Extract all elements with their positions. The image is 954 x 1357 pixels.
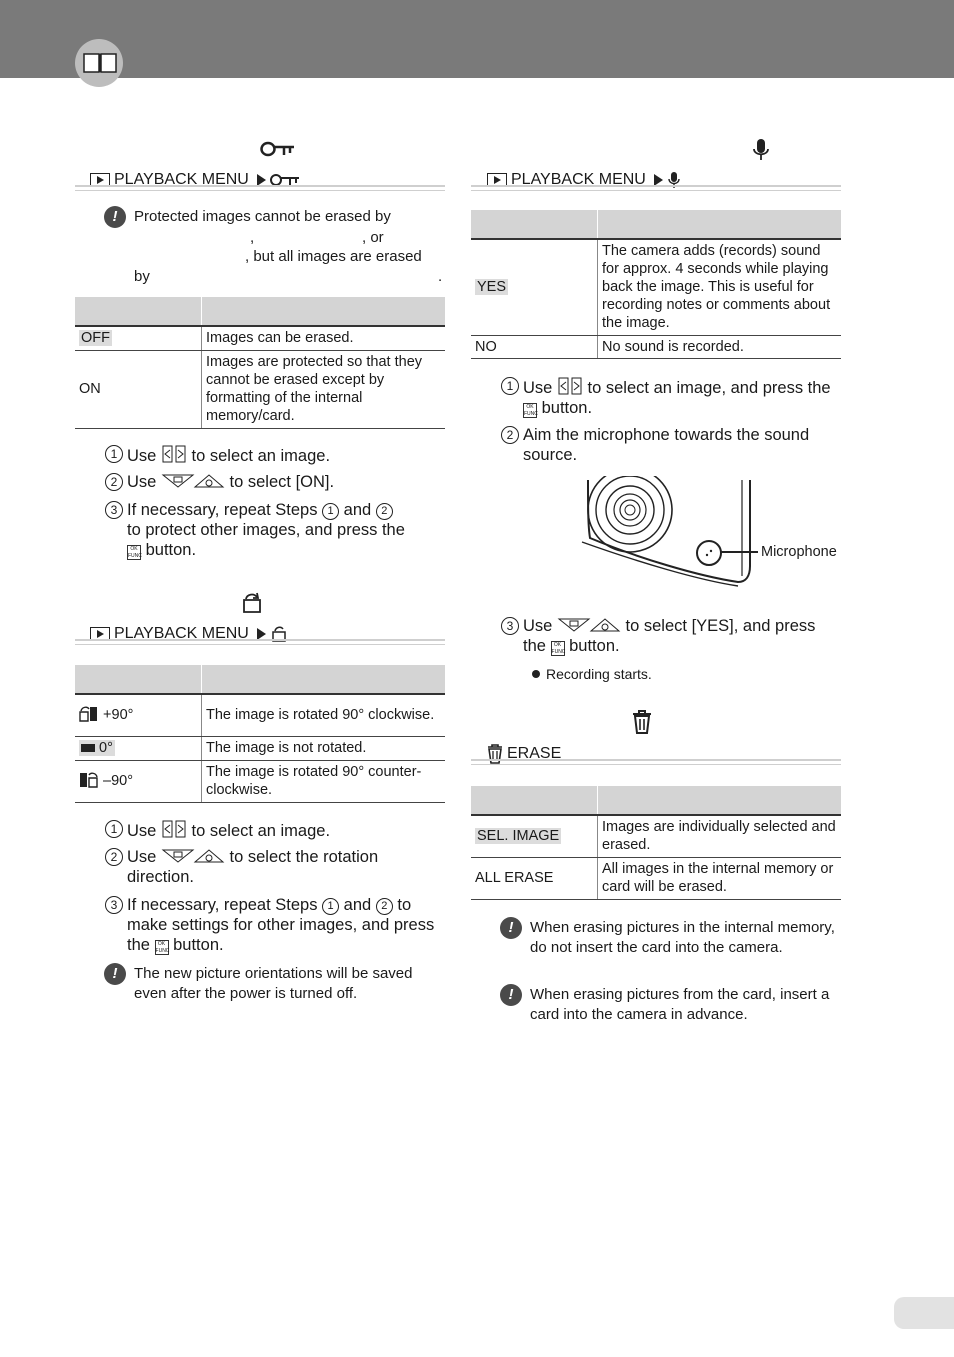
rotate-menu-header	[90, 624, 288, 644]
warning-icon: !	[104, 963, 126, 985]
ok-func-button-icon: OK FUNC	[551, 642, 566, 655]
left-right-keys-icon	[161, 444, 187, 464]
sound-step-3: Use to select [YES], and press the OK FUNC button.	[523, 617, 816, 655]
bullet-recording: Recording starts.	[546, 666, 652, 682]
setting-off: OFF	[81, 330, 110, 347]
trash-icon	[632, 710, 652, 734]
setting-desc: The image is not rotated.	[202, 736, 446, 760]
menu-rule	[471, 764, 841, 765]
protect-step-3: If necessary, repeat Steps 1 and 2 to protect other images, and press the OK FUNC button.	[127, 501, 405, 559]
page-tab	[894, 1297, 954, 1329]
setting-all-erase: ALL ERASE	[471, 857, 598, 899]
setting-desc: No sound is recorded.	[598, 335, 842, 358]
rotate-ccw-icon	[79, 772, 99, 788]
rotate-step-3: If necessary, repeat Steps 1 and 2 to make settings for other images, and press the OK FUNC button.	[127, 896, 435, 954]
setting-desc: All images in the internal memory or card will be erased.	[598, 857, 842, 899]
setting-desc: The image is rotated 90° counter-clockwise.	[202, 760, 446, 802]
landscape-icon	[81, 744, 95, 752]
setting-on: ON	[75, 350, 202, 428]
warning-icon: !	[500, 917, 522, 939]
rotate-note: The new picture orientations will be saved even after the power is turned off.	[134, 965, 413, 1002]
sound-menu-header	[487, 170, 681, 190]
erase-menu-header	[487, 744, 565, 764]
menu-rule	[471, 190, 841, 191]
camera-illustration	[578, 476, 758, 588]
sound-step-1: Use to select an image, and press the OK FUNC button.	[523, 376, 848, 418]
step-number: 2	[105, 848, 123, 866]
rotate-icon	[240, 592, 264, 614]
protect-step-1: Use to select an image.	[127, 444, 330, 466]
setting-desc: Images can be erased.	[202, 326, 446, 350]
erase-note-2: When erasing pictures from the card, insert a card into the camera in advance.	[530, 986, 830, 1023]
rotate-cw-icon	[79, 706, 99, 722]
key-icon	[260, 140, 296, 158]
menu-rule	[471, 759, 841, 761]
sound-step-2: Aim the microphone towards the sound source.	[523, 426, 810, 464]
microphone-label: Microphone	[761, 544, 837, 560]
step-number: 3	[105, 501, 123, 519]
menu-rule	[75, 644, 445, 645]
protect-note: Protected images cannot be erased by , , or , but all images are erased by .	[134, 208, 443, 285]
setting-minus90: –90°	[75, 760, 202, 802]
manual-badge	[75, 39, 123, 87]
setting-zero: 0°	[75, 736, 202, 760]
erase-table	[471, 786, 841, 900]
step-number: 2	[105, 473, 123, 491]
up-down-keys-icon	[161, 472, 225, 490]
menu-label: PLAYBACK MENU	[114, 625, 249, 642]
ok-func-button-icon: OK FUNC	[524, 404, 538, 417]
step-number: 1	[501, 377, 519, 395]
setting-desc: The image is rotated 90° clockwise.	[202, 694, 446, 736]
menu-label: PLAYBACK MENU	[511, 171, 646, 188]
setting-desc: The camera adds (records) sound for approx. 4 seconds while playing back the image. This is useful for recording notes or comments about the image.	[598, 239, 842, 335]
sound-table	[471, 210, 841, 359]
setting-sel-image: SEL. IMAGE	[477, 828, 560, 845]
protect-step-2: Use to select [ON].	[127, 473, 335, 491]
setting-no: NO	[471, 335, 598, 358]
menu-rule	[75, 639, 445, 641]
step-number: 3	[501, 617, 519, 635]
rotate-table	[75, 665, 445, 803]
microphone-icon	[752, 138, 770, 162]
warning-icon: !	[500, 984, 522, 1006]
menu-rule	[75, 190, 445, 191]
menu-rule	[75, 185, 445, 187]
top-bar	[0, 0, 954, 78]
warning-icon: !	[104, 206, 126, 228]
erase-note-1: When erasing pictures in the internal memory, do not insert the card into the camera.	[530, 919, 835, 956]
ok-func-button-icon: OK FUNC	[128, 546, 142, 559]
setting-yes: YES	[477, 279, 507, 296]
step-number: 1	[105, 445, 123, 463]
menu-label: ERASE	[507, 745, 562, 762]
trash-icon	[487, 744, 503, 764]
rotate-step-2: Use to select the rotation direction.	[127, 848, 379, 886]
protect-table	[75, 297, 445, 429]
rotate-step-1: Use to select an image.	[127, 819, 330, 841]
left-right-keys-icon	[161, 819, 187, 839]
ok-func-button-icon: OK FUNC	[155, 941, 170, 954]
up-down-keys-icon	[557, 616, 621, 634]
step-number: 2	[501, 426, 519, 444]
book-icon	[83, 53, 117, 73]
menu-rule	[471, 185, 841, 187]
step-number: 1	[105, 820, 123, 838]
menu-label: PLAYBACK MENU	[114, 171, 249, 188]
left-right-keys-icon	[557, 376, 583, 396]
protect-menu-header	[90, 170, 300, 190]
up-down-keys-icon	[161, 847, 225, 865]
setting-desc: Images are protected so that they cannot be erased except by formatting of the internal memory/card.	[202, 350, 446, 428]
step-number: 3	[105, 896, 123, 914]
setting-plus90: +90°	[75, 694, 202, 736]
setting-desc: Images are individually selected and erased.	[598, 815, 842, 857]
